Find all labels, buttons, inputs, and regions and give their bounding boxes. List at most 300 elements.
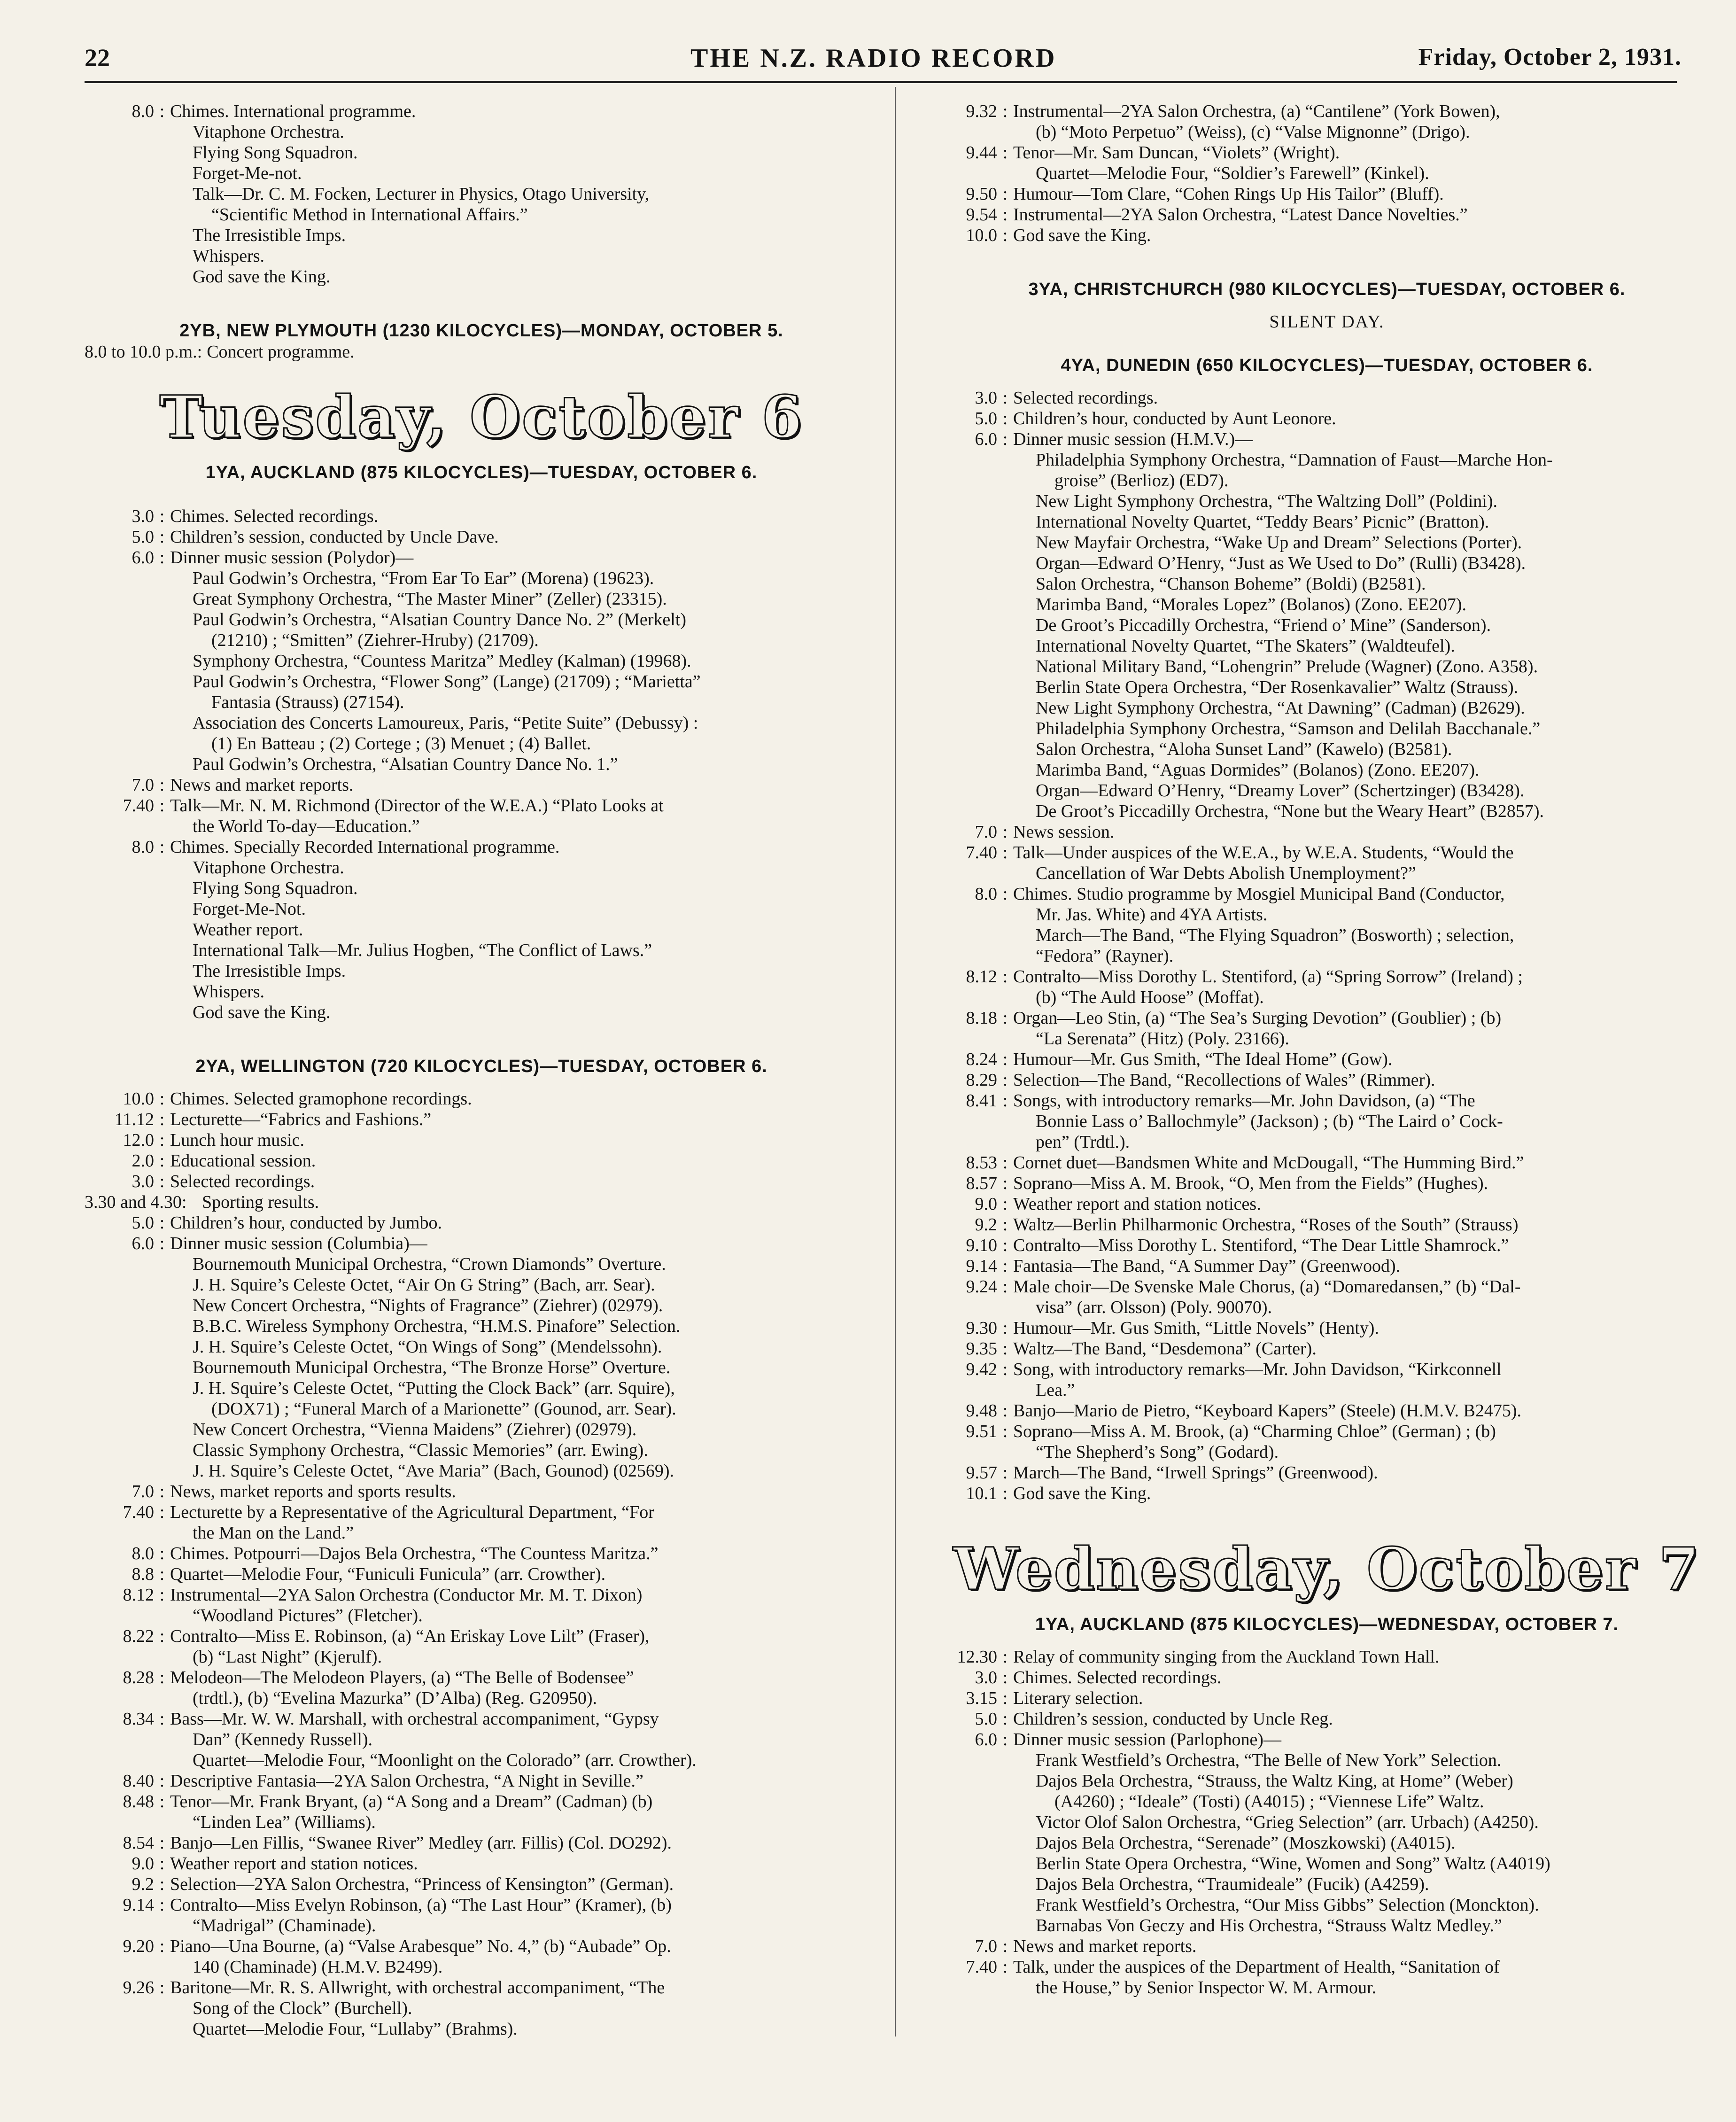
entry-text: Vitaphone Orchestra. — [193, 858, 344, 878]
programme-continuation — [85, 754, 878, 775]
time-separator: : — [1002, 884, 1008, 904]
programme-continuation — [928, 1380, 1726, 1400]
programme-continuation — [85, 1357, 878, 1378]
programme-entry — [928, 408, 1726, 429]
entry-text: De Groot’s Piccadilly Orchestra, “None but the Weary Heart” (B2857). — [1036, 801, 1544, 821]
programme-continuation — [85, 919, 878, 940]
time-separator: : — [159, 1771, 165, 1791]
entry-text: Paul Godwin’s Orchestra, “Flower Song” (Lange) (21709) ; “Marietta” — [193, 672, 701, 692]
entry-text: News session. — [1013, 822, 1115, 842]
entry-text: Weather report and station notices. — [170, 1854, 418, 1873]
time-separator: : — [1002, 1709, 1008, 1729]
programme-entry — [85, 1481, 878, 1502]
programme-continuation — [85, 1688, 878, 1709]
time-separator: : — [1002, 1688, 1008, 1708]
entry-text: Soprano—Miss A. M. Brook, (a) “Charming Chloe” (German) ; (b) — [1013, 1422, 1496, 1441]
time-separator: : — [159, 1234, 165, 1253]
entry-time: 2.0 — [132, 1151, 154, 1171]
entry-text: Whispers. — [193, 982, 265, 1002]
programme-entry — [928, 1936, 1726, 1957]
programme-continuation — [928, 491, 1726, 512]
time-separator: : — [1002, 1401, 1008, 1421]
entry-text: “The Shepherd’s Song” (Godard). — [1036, 1442, 1279, 1462]
time-separator: : — [159, 1544, 165, 1563]
entry-text: Talk—Mr. N. M. Richmond (Director of the W.E.A.) “Plato Looks at — [170, 796, 664, 816]
entry-text: Quartet—Melodie Four, “Lullaby” (Brahms). — [193, 2019, 518, 2039]
entry-text: Paul Godwin’s Orchestra, “From Ear To Ear” (Morena) (19623). — [193, 568, 654, 588]
entry-time: 9.14 — [966, 1256, 997, 1276]
entry-time: 8.12 — [123, 1585, 154, 1605]
programme-continuation — [928, 1977, 1726, 1998]
programme-entry — [85, 1585, 878, 1605]
entry-text: Cornet duet—Bandsmen White and McDougall, “The Humming Bird.” — [1013, 1153, 1524, 1173]
entry-text: Selected recordings. — [170, 1172, 315, 1191]
entry-text: Mr. Jas. White) and 4YA Artists. — [1036, 905, 1268, 925]
programme-entry — [85, 795, 878, 816]
entry-text: Dinner music session (Parlophone)— — [1013, 1730, 1281, 1749]
entry-text: Philadelphia Symphony Orchestra, “Damnation of Faust—Marche Hon- — [1036, 450, 1553, 470]
entry-time: 5.0 — [132, 1213, 154, 1233]
entry-text: God save the King. — [1013, 1484, 1151, 1503]
programme-entry — [928, 1318, 1726, 1338]
programme-entry — [85, 1667, 878, 1688]
entry-text: Forget-Me-not. — [193, 163, 302, 183]
programme-continuation — [85, 246, 878, 266]
entry-text: God save the King. — [193, 267, 331, 287]
entry-time: 7.0 — [975, 822, 997, 842]
programme-entry — [85, 1833, 878, 1853]
entry-time: 7.40 — [123, 1502, 154, 1522]
entry-text: Vitaphone Orchestra. — [193, 122, 344, 142]
entry-text: News and market reports. — [1013, 1936, 1197, 1956]
entry-time: 8.0 — [132, 1544, 154, 1563]
programme-entry — [928, 1688, 1726, 1709]
entry-text: (A4260) ; “Ideale” (Tosti) (A4015) ; “Viennese Life” Waltz. — [1054, 1792, 1484, 1811]
entry-text: Literary selection. — [1013, 1688, 1143, 1708]
entry-time: 3.0 — [132, 506, 154, 526]
programme-continuation — [928, 1442, 1726, 1462]
programme-continuation — [85, 651, 878, 671]
entry-text: International Talk—Mr. Julius Hogben, “The Conflict of Laws.” — [193, 941, 652, 960]
entry-time: 3.0 — [975, 1668, 997, 1687]
entry-text: (b) “Last Night” (Kjerulf). — [193, 1647, 382, 1667]
time-separator: : — [1002, 1730, 1008, 1749]
programme-continuation — [85, 630, 878, 651]
entry-time: 9.51 — [966, 1422, 997, 1441]
entry-time: 7.0 — [132, 775, 154, 795]
entry-time: 8.29 — [966, 1070, 997, 1090]
entry-text: Instrumental—2YA Salon Orchestra, (a) “Cantilene” (York Bowen), — [1013, 101, 1500, 121]
programme-entry — [85, 1771, 878, 1791]
time-separator: : — [1002, 1236, 1008, 1255]
entry-time: 7.40 — [966, 1957, 997, 1977]
entry-text: Forget-Me-Not. — [193, 899, 306, 919]
programme-entry — [928, 1214, 1726, 1235]
entry-text: Victor Olof Salon Orchestra, “Grieg Selection” (arr. Urbach) (A4250). — [1036, 1812, 1539, 1832]
entry-text: Berlin State Opera Orchestra, “Der Rosenkavalier” Waltz (Strauss). — [1036, 677, 1519, 697]
programme-continuation — [928, 946, 1726, 966]
entry-text: Selection—2YA Salon Orchestra, “Princess of Kensington” (German). — [170, 1874, 674, 1894]
entry-text: Talk—Dr. C. M. Focken, Lecturer in Physics, Otago University, — [193, 184, 650, 204]
programme-continuation — [928, 1771, 1726, 1791]
programme-continuation — [85, 1295, 878, 1316]
entry-time: 10.0 — [966, 225, 997, 245]
programme-entry — [85, 837, 878, 857]
entry-text: Selected recordings. — [1013, 388, 1158, 408]
time-separator: : — [159, 1895, 165, 1915]
entry-text: Quartet—Melodie Four, “Funiculi Funicula” (arr. Crowther). — [170, 1564, 606, 1584]
entry-text: Dajos Bela Orchestra, “Strauss, the Waltz King, at Home” (Weber) — [1036, 1771, 1513, 1791]
entry-time: 8.28 — [123, 1668, 154, 1687]
time-separator: : — [1002, 143, 1008, 163]
time-separator: : — [1002, 225, 1008, 245]
entry-time: 10.0 — [123, 1089, 154, 1109]
programme-continuation — [85, 1605, 878, 1626]
left-column — [85, 101, 878, 2039]
entry-text: Chimes. Potpourri—Dajos Bela Orchestra, “The Countess Maritza.” — [170, 1544, 659, 1563]
time-separator: : — [1002, 1484, 1008, 1503]
time-separator: : — [1002, 1422, 1008, 1441]
programme-continuation — [928, 450, 1726, 470]
programme-continuation — [928, 532, 1726, 553]
time-separator: : — [1002, 101, 1008, 121]
entry-text: News and market reports. — [170, 775, 354, 795]
entry-text: “Scientific Method in International Affairs.” — [211, 205, 528, 225]
station-heading: 1YA, AUCKLAND (875 KILOCYCLES)—WEDNESDAY, OCTOBER 7. — [1035, 1615, 1619, 1634]
entry-text: Bonnie Lass o’ Ballochmyle” (Jackson) ; (b) “The Laird o’ Cock- — [1036, 1112, 1503, 1131]
programme-continuation — [85, 1647, 878, 1667]
entry-time: 3.0 — [132, 1172, 154, 1191]
entry-time: 8.12 — [966, 967, 997, 987]
programme-entry — [85, 1543, 878, 1564]
time-separator: : — [159, 796, 165, 816]
entry-text: International Novelty Quartet, “Teddy Bears’ Picnic” (Bratton). — [1036, 512, 1489, 532]
entry-text: groise” (Berlioz) (ED7). — [1054, 471, 1229, 490]
entry-text: Flying Song Squadron. — [193, 143, 358, 163]
programme-continuation — [928, 677, 1726, 698]
entry-text: Lecturette by a Representative of the Agricultural Department, “For — [170, 1502, 654, 1522]
entry-time: 6.0 — [975, 429, 997, 449]
entry-time: 8.8 — [132, 1564, 154, 1584]
programme-continuation — [85, 204, 878, 225]
entry-time: 9.30 — [966, 1318, 997, 1338]
programme-entry — [85, 1895, 878, 1915]
programme-continuation — [928, 470, 1726, 491]
programme-entry — [85, 1233, 878, 1254]
programme-entry — [928, 1957, 1726, 1977]
entry-text: “Woodland Pictures” (Fletcher). — [193, 1606, 423, 1625]
programme-entry — [928, 204, 1726, 225]
station-heading: 2YB, NEW PLYMOUTH (1230 KILOCYCLES)—MONDAY, OCTOBER 5. — [179, 321, 783, 341]
programme-continuation — [928, 801, 1726, 822]
entry-text: (b) “Moto Perpetuo” (Weiss), (c) “Valse Mignonne” (Drigo). — [1036, 122, 1470, 142]
spacer — [928, 332, 1726, 355]
entry-time: 8.0 — [132, 101, 154, 121]
programme-entry — [928, 1338, 1726, 1359]
programme-entry — [928, 884, 1726, 904]
entry-text: Melodeon—The Melodeon Players, (a) “The Belle of Bodensee” — [170, 1668, 634, 1687]
time-separator: : — [159, 506, 165, 526]
programme-continuation — [85, 163, 878, 184]
programme-continuation — [928, 1750, 1726, 1771]
entry-text: Contralto—Miss E. Robinson, (a) “An Eriskay Love Lilt” (Fraser), — [170, 1626, 650, 1646]
entry-text: Dajos Bela Orchestra, “Traumideale” (Fucik) (A4259). — [1036, 1874, 1429, 1894]
spacer — [928, 376, 1726, 388]
programme-entry — [85, 506, 878, 527]
entry-text: Contralto—Miss Evelyn Robinson, (a) “The Last Hour” (Kramer), (b) — [170, 1895, 672, 1915]
entry-text: Contralto—Miss Dorothy L. Stentiford, (a) “Spring Sorrow” (Ireland) ; — [1013, 967, 1523, 987]
programme-continuation — [928, 656, 1726, 677]
time-separator: : — [1002, 1463, 1008, 1483]
entry-text: Tenor—Mr. Frank Bryant, (a) “A Song and a Dream” (Cadman) (b) — [170, 1792, 653, 1811]
time-separator: : — [159, 1709, 165, 1729]
programme-continuation — [85, 940, 878, 961]
entry-text: Flying Song Squadron. — [193, 878, 358, 898]
entry-text: Relay of community singing from the Auckland Town Hall. — [1013, 1647, 1440, 1667]
entry-text: Songs, with introductory remarks—Mr. John Davidson, (a) “The — [1013, 1091, 1475, 1111]
spacer — [85, 483, 878, 506]
programme-entry — [928, 1256, 1726, 1276]
station-heading: 4YA, DUNEDIN (650 KILOCYCLES)—TUESDAY, OCTOBER 6. — [1061, 356, 1593, 375]
entry-time: 9.48 — [966, 1401, 997, 1421]
time-separator: : — [159, 1585, 165, 1605]
programme-continuation — [928, 718, 1726, 739]
programme-entry — [85, 1709, 878, 1729]
entry-text: Salon Orchestra, “Aloha Sunset Land” (Kawelo) (B2581). — [1036, 739, 1452, 759]
programme-entry — [928, 1647, 1726, 1667]
time-separator: : — [1002, 843, 1008, 863]
programme-entry — [928, 1729, 1726, 1750]
time-separator: : — [1002, 1091, 1008, 1111]
entry-time: 8.48 — [123, 1792, 154, 1811]
programme-entry — [85, 1150, 878, 1171]
programme-entry — [928, 966, 1726, 987]
programme-continuation — [85, 589, 878, 609]
programme-continuation — [85, 1316, 878, 1337]
entry-text: Marimba Band, “Aguas Dormides” (Bolanos) (Zono. EE207). — [1036, 760, 1480, 780]
programme-continuation — [85, 857, 878, 878]
time-separator: : — [1002, 1256, 1008, 1276]
programme-entry — [85, 527, 878, 547]
entry-text: (DOX71) ; “Funeral March of a Marionette” (Gounod, arr. Sear). — [211, 1399, 676, 1419]
programme-continuation — [85, 1275, 878, 1295]
entry-time: 7.0 — [132, 1482, 154, 1501]
entry-text: Paul Godwin’s Orchestra, “Alsatian Country Dance No. 1.” — [193, 754, 618, 774]
entry-time: 9.42 — [966, 1360, 997, 1379]
programme-continuation — [928, 987, 1726, 1008]
time-separator: : — [1002, 1936, 1008, 1956]
entry-text: Weather report. — [193, 920, 303, 940]
entry-text: Salon Orchestra, “Chanson Boheme” (Boldi) (B2581). — [1036, 574, 1426, 594]
time-separator: : — [1002, 1174, 1008, 1193]
entry-text: Humour—Mr. Gus Smith, “Little Novels” (Henty). — [1013, 1318, 1379, 1338]
time-separator: : — [159, 775, 165, 795]
entry-text: the Man on the Land.” — [193, 1523, 354, 1543]
entry-time: 12.30 — [957, 1647, 997, 1667]
entry-text: New Light Symphony Orchestra, “At Dawning” (Cadman) (B2629). — [1036, 698, 1525, 718]
entry-time: 6.0 — [132, 548, 154, 567]
time-separator: : — [1002, 1668, 1008, 1687]
entry-text: “Linden Lea” (Williams). — [193, 1812, 376, 1832]
spacer — [928, 300, 1726, 311]
time-separator: : — [1002, 1215, 1008, 1235]
programme-entry — [928, 142, 1726, 163]
entry-text: Marimba Band, “Morales Lopez” (Bolanos) (Zono. EE207). — [1036, 595, 1467, 614]
entry-time: 8.0 — [132, 837, 154, 857]
programme-continuation — [85, 609, 878, 630]
entry-text: Dinner music session (Polydor)— — [170, 548, 414, 567]
programme-entry — [85, 1874, 878, 1895]
time-separator: : — [1002, 1008, 1008, 1028]
entry-text: the World To-day—Education.” — [193, 816, 420, 836]
programme-entry — [85, 1109, 878, 1130]
programme-entry — [85, 547, 878, 568]
entry-text: Dajos Bela Orchestra, “Serenade” (Moszkowski) (A4015). — [1036, 1833, 1456, 1853]
entry-time: 9.24 — [966, 1277, 997, 1297]
time-separator: : — [1002, 409, 1008, 428]
spacer — [85, 451, 878, 462]
time-separator: : — [1002, 1049, 1008, 1069]
programme-continuation — [928, 1915, 1726, 1936]
programme-continuation — [928, 1812, 1726, 1833]
time-separator: : — [159, 837, 165, 857]
spacer — [85, 1077, 878, 1088]
entry-text: “La Serenata” (Hitz) (Poly. 23166). — [1036, 1029, 1289, 1049]
entry-text: Male choir—De Svenske Male Chorus, (a) “Domaredansen,” (b) “Dal- — [1013, 1277, 1521, 1297]
entry-time: 9.44 — [966, 143, 997, 163]
programme-continuation — [928, 1028, 1726, 1049]
entry-text: Piano—Una Bourne, (a) “Valse Arabesque” No. 4,” (b) “Aubade” Op. — [170, 1936, 671, 1956]
time-separator: : — [1002, 1070, 1008, 1090]
programme-entry — [928, 1421, 1726, 1442]
entry-text: Paul Godwin’s Orchestra, “Alsatian Country Dance No. 2” (Merkelt) — [193, 610, 687, 630]
programme-continuation — [85, 733, 878, 754]
time-separator: : — [159, 1626, 165, 1646]
entry-text: visa” (arr. Olsson) (Poly. 90070). — [1036, 1298, 1272, 1317]
time-separator: : — [1002, 967, 1008, 987]
entry-time: 11.12 — [114, 1110, 154, 1129]
programme-continuation — [85, 961, 878, 981]
programme-entry — [928, 1152, 1726, 1173]
programme-entry — [928, 1194, 1726, 1214]
entry-time: 8.24 — [966, 1049, 997, 1069]
entry-time: 3.0 — [975, 388, 997, 408]
issue-date: Friday, October 2, 1931. — [1418, 44, 1682, 70]
programme-continuation — [928, 760, 1726, 780]
programme-continuation — [85, 184, 878, 204]
entry-time: 5.0 — [132, 527, 154, 547]
entry-time: 9.32 — [966, 101, 997, 121]
programme-entry — [85, 1192, 878, 1213]
entry-time: 8.57 — [966, 1174, 997, 1193]
station-heading: 3YA, CHRISTCHURCH (980 KILOCYCLES)—TUESDAY, OCTOBER 6. — [1028, 280, 1626, 299]
entry-text: Waltz—Berlin Philharmonic Orchestra, “Roses of the South” (Strauss) — [1013, 1215, 1519, 1235]
entry-text: Berlin State Opera Orchestra, “Wine, Women and Song” Waltz (A4019) — [1036, 1854, 1550, 1873]
entry-text: Dan” (Kennedy Russell). — [193, 1730, 373, 1749]
entry-text: Children’s session, conducted by Uncle Dave. — [170, 527, 499, 547]
programme-continuation — [85, 568, 878, 589]
entry-time: 8.41 — [966, 1091, 997, 1111]
masthead — [85, 43, 1682, 76]
entry-text: Lecturette—“Fabrics and Fashions.” — [170, 1110, 432, 1129]
entry-text: Symphony Orchestra, “Countess Maritza” Medley (Kalman) (19968). — [193, 651, 691, 671]
programme-entry — [85, 1502, 878, 1523]
spacer — [928, 1635, 1726, 1647]
entry-time: 8.18 — [966, 1008, 997, 1028]
entry-text: Selection—The Band, “Recollections of Wales” (Rimmer). — [1013, 1070, 1435, 1090]
time-separator: : — [159, 527, 165, 547]
entry-text: The Irresistible Imps. — [193, 225, 346, 245]
entry-time: 9.2 — [132, 1874, 154, 1894]
entry-text: God save the King. — [193, 1003, 331, 1022]
programme-entry — [85, 1171, 878, 1192]
entry-time: 8.22 — [123, 1626, 154, 1646]
entry-text: Chimes. Studio programme by Mosgiel Municipal Band (Conductor, — [1013, 884, 1505, 904]
entry-text: Quartet—Melodie Four, “Moonlight on the Colorado” (arr. Crowther). — [193, 1750, 697, 1770]
entry-text: Talk—Under auspices of the W.E.A., by W.E.A. Students, “Would the — [1013, 843, 1514, 863]
programme-continuation — [85, 1461, 878, 1481]
entry-text: (21210) ; “Smitten” (Ziehrer-Hruby) (21709). — [211, 630, 539, 650]
programme-entry — [928, 388, 1726, 408]
programme-continuation — [928, 594, 1726, 615]
station-heading: 2YA, WELLINGTON (720 KILOCYCLES)—TUESDAY, OCTOBER 6. — [195, 1057, 767, 1076]
programme-entry — [85, 101, 878, 122]
entry-text: Waltz—The Band, “Desdemona” (Carter). — [1013, 1339, 1317, 1359]
entry-time: 12.0 — [123, 1130, 154, 1150]
entry-text: the House,” by Senior Inspector W. M. Armour. — [1036, 1978, 1377, 1998]
entry-text: (b) “The Auld Hoose” (Moffat). — [1036, 987, 1264, 1007]
programme-entry — [85, 1936, 878, 1957]
programme-entry — [85, 1213, 878, 1233]
programme-entry — [928, 1276, 1726, 1297]
programme-continuation — [928, 615, 1726, 636]
entry-text: Quartet—Melodie Four, “Soldier’s Farewell” (Kinkel). — [1036, 163, 1429, 183]
entry-text: Organ—Leo Stin, (a) “The Sea’s Surging Devotion” (Goublier) ; (b) — [1013, 1008, 1502, 1028]
entry-text: Frank Westfield’s Orchestra, “Our Miss Gibbs” Selection (Monckton). — [1036, 1895, 1539, 1915]
entry-text: “Fedora” (Rayner). — [1036, 946, 1174, 966]
entry-time: 8.0 to 10.0 p.m.: — [85, 342, 202, 362]
programme-continuation — [928, 574, 1726, 594]
entry-time: 8.34 — [123, 1709, 154, 1729]
programme-continuation — [928, 1895, 1726, 1915]
entry-text: Lea.” — [1036, 1380, 1075, 1400]
programme-entry — [928, 1235, 1726, 1256]
entry-text: Talk, under the auspices of the Department of Health, “Sanitation of — [1013, 1957, 1500, 1977]
programme-continuation — [85, 1337, 878, 1357]
entry-text: Concert programme. — [207, 342, 355, 362]
entry-text: Instrumental—2YA Salon Orchestra (Conductor Mr. M. T. Dixon) — [170, 1585, 643, 1605]
entry-text: Chimes. Selected gramophone recordings. — [170, 1089, 472, 1109]
entry-text: Dinner music session (H.M.V.)— — [1013, 429, 1253, 449]
programme-entry — [928, 1359, 1726, 1380]
programme-entry — [85, 1977, 878, 1998]
entry-text: Children’s hour, conducted by Aunt Leonore. — [1013, 409, 1336, 428]
entry-text: Lunch hour music. — [170, 1130, 305, 1150]
entry-time: 3.30 and 4.30: — [85, 1192, 187, 1212]
time-separator: : — [1002, 1318, 1008, 1338]
entry-text: March—The Band, “The Flying Squadron” (Bosworth) ; selection, — [1036, 925, 1514, 945]
programme-continuation — [928, 863, 1726, 884]
spacer — [928, 1504, 1726, 1537]
entry-time: 8.53 — [966, 1153, 997, 1173]
entry-time: 6.0 — [975, 1730, 997, 1749]
programme-entry — [85, 1791, 878, 1812]
programme-entry — [85, 342, 878, 362]
programme-continuation — [928, 1791, 1726, 1812]
programme-continuation — [85, 1523, 878, 1543]
programme-continuation — [85, 1750, 878, 1771]
programme-continuation — [928, 780, 1726, 801]
